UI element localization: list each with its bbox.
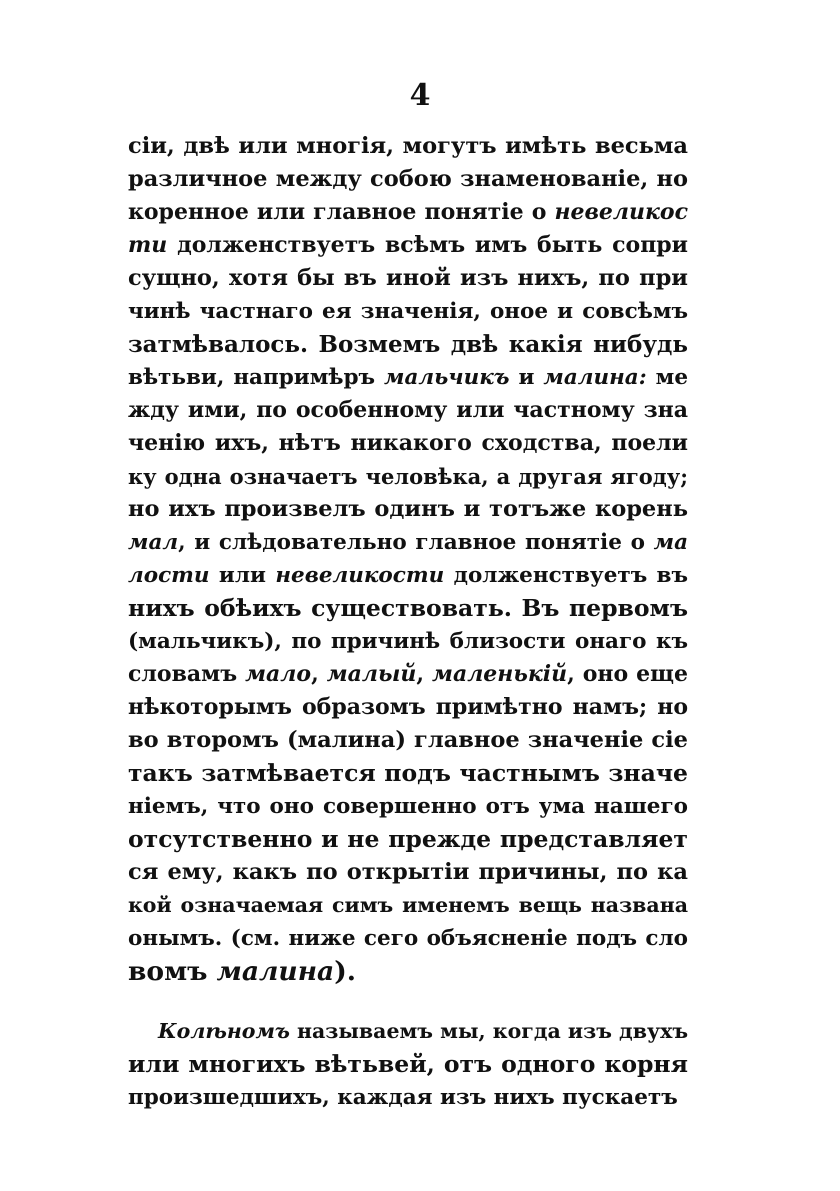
text-line bbox=[128, 625, 688, 658]
text-segment: словамъ bbox=[128, 661, 246, 687]
text-segment: или bbox=[209, 563, 276, 588]
text-line bbox=[128, 1048, 688, 1081]
text-segment: затмѣвалось. Возмемъ двѣ какія нибудь bbox=[128, 331, 688, 358]
italic-word: ма bbox=[653, 530, 688, 555]
text-segment: такъ затмѣвается подъ частнымъ значе bbox=[128, 759, 688, 787]
text-line bbox=[128, 427, 688, 460]
italic-word: малый bbox=[326, 661, 417, 687]
text-line bbox=[128, 592, 688, 625]
text-segment: , и слѣдовательно главное понятіе о bbox=[178, 530, 654, 555]
text-segment: долженствуетъ всѣмъ имъ быть сопри bbox=[167, 232, 688, 258]
text-line bbox=[128, 856, 688, 889]
text-line bbox=[128, 691, 688, 724]
text-line bbox=[128, 196, 688, 229]
text-segment: нѣкоторымъ образомъ примѣтно намъ; но bbox=[128, 694, 688, 720]
paragraph-2 bbox=[128, 1015, 688, 1114]
text-line bbox=[128, 295, 688, 328]
text-segment: отсутственно и не прежде представляет bbox=[128, 825, 688, 853]
text-line bbox=[128, 328, 688, 361]
text-segment: вѣтьви, напримѣръ bbox=[128, 365, 384, 390]
italic-word: мало bbox=[245, 661, 312, 687]
text-segment: но ихъ произвелъ одинъ и тотъже корень bbox=[128, 496, 688, 522]
italic-word: маленькій bbox=[432, 661, 568, 687]
text-line bbox=[128, 526, 688, 559]
text-line bbox=[128, 955, 688, 988]
text-segment: сіи, двѣ или многія, могутъ имѣть весьма bbox=[128, 133, 688, 159]
text-line bbox=[128, 823, 688, 856]
text-segment: , bbox=[311, 661, 327, 687]
text-line bbox=[128, 361, 688, 394]
text-segment: нихъ обѣихъ существовать. Въ первомъ bbox=[128, 594, 688, 622]
text-line bbox=[128, 724, 688, 757]
text-segment: произшедшихъ, каждая изъ нихъ пускаетъ bbox=[128, 1085, 678, 1110]
text-segment: ченію ихъ, нѣтъ никакого сходства, поели bbox=[128, 430, 688, 456]
text-line bbox=[128, 889, 688, 922]
italic-word: Колѣномъ bbox=[158, 1019, 290, 1043]
text-segment: или многихъ вѣтьвей, отъ одного корня bbox=[128, 1050, 688, 1078]
text-segment: ніемъ, что оно совершенно отъ ума нашего bbox=[128, 794, 688, 819]
page-number: 4 bbox=[409, 78, 431, 113]
text-segment: ме bbox=[646, 365, 689, 390]
text-segment: вомъ bbox=[128, 956, 217, 987]
text-segment: кой означаемая симъ именемъ вещь названа bbox=[128, 893, 688, 917]
text-line bbox=[128, 493, 688, 526]
text-segment: сущно, хотя бы въ иной изъ нихъ, по при bbox=[128, 265, 688, 291]
text-segment: чинѣ частнаго ея значенія, оное и совсѣмъ bbox=[128, 299, 688, 324]
text-line bbox=[128, 262, 688, 295]
text-segment: ). bbox=[334, 956, 356, 987]
text-line bbox=[128, 229, 688, 262]
text-segment: во второмъ (малина) главное значеніе сіе bbox=[128, 727, 688, 753]
italic-word: мальчикъ bbox=[384, 365, 510, 390]
text-line bbox=[128, 460, 688, 493]
italic-word: малина: bbox=[543, 365, 647, 390]
paragraph-1 bbox=[128, 130, 688, 988]
text-line bbox=[128, 163, 688, 196]
italic-word: невеликос bbox=[554, 199, 688, 225]
text-line bbox=[128, 658, 688, 691]
italic-word: малина bbox=[216, 956, 335, 987]
text-line bbox=[128, 394, 688, 427]
italic-word: лости bbox=[128, 563, 210, 588]
text-line bbox=[128, 1081, 688, 1114]
text-segment: и bbox=[509, 365, 544, 390]
text-line bbox=[128, 790, 688, 823]
italic-word: ти bbox=[128, 232, 168, 258]
text-line bbox=[128, 757, 688, 790]
text-segment: называемъ мы, когда изъ двухъ bbox=[289, 1019, 689, 1043]
text-segment: , оно еще bbox=[567, 661, 688, 687]
text-segment: ся ему, какъ по открытіи причины, по ка bbox=[128, 859, 688, 885]
text-segment: жду ими, по особенному или частному зна bbox=[128, 397, 688, 423]
text-segment: коренное или главное понятіе о bbox=[128, 199, 555, 225]
text-segment: онымъ. (см. ниже сего объясненіе подъ сло bbox=[128, 926, 688, 951]
italic-word: невеликости bbox=[275, 563, 445, 588]
text-segment: ку одна означаетъ человѣка, а другая ягоду; bbox=[128, 464, 688, 489]
text-line bbox=[128, 559, 688, 592]
text-segment: (мальчикъ), по причинѣ близости онаго къ bbox=[128, 629, 688, 654]
text-line bbox=[128, 130, 688, 163]
text-line bbox=[128, 922, 688, 955]
text-segment: различное между собою знаменованіе, но bbox=[128, 166, 688, 192]
text-segment: долженствуетъ въ bbox=[444, 563, 688, 588]
italic-word: мал bbox=[128, 530, 179, 555]
text-line bbox=[128, 1015, 688, 1048]
text-segment: , bbox=[416, 661, 433, 687]
